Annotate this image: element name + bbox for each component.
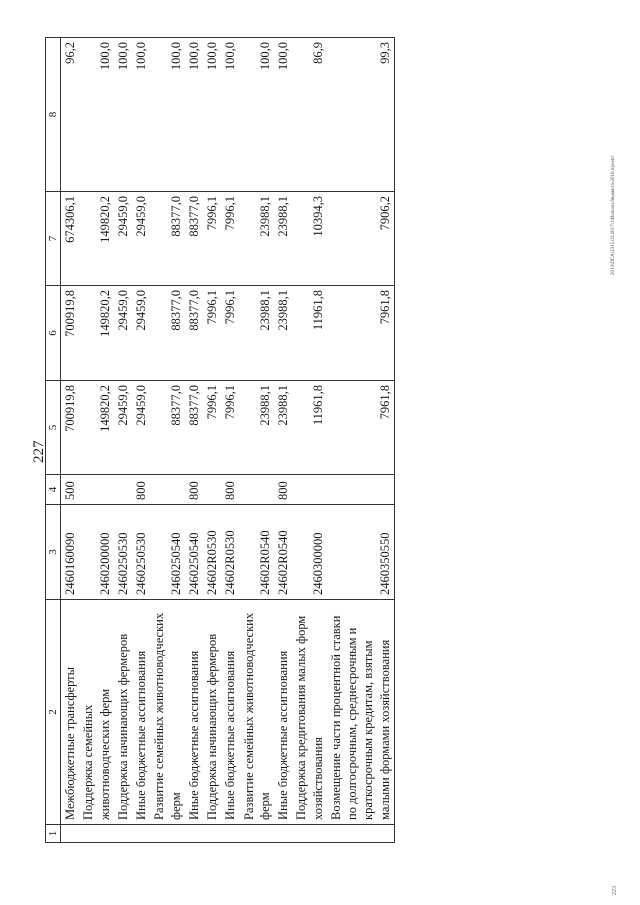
row-refined-plan-cell: 149820,2 — [79, 286, 114, 381]
row-percent-cell: 100,0 — [274, 38, 292, 192]
row-percent-cell: 100,0 — [185, 38, 203, 192]
row-refined-plan-cell: 7996,1 — [203, 286, 221, 381]
row-plan-cell: 88377,0 — [185, 381, 203, 475]
row-number-cell — [150, 825, 185, 843]
row-code-cell: 2460250540 — [150, 505, 185, 600]
row-number-cell — [203, 825, 221, 843]
row-name-cell: Развитие семейных животноводческих ферм — [240, 600, 275, 825]
row-refined-plan-cell: 11961,8 — [292, 286, 327, 381]
row-number-cell — [274, 825, 292, 843]
row-plan-cell: 23988,1 — [240, 381, 275, 475]
row-actual-cell: 7906,2 — [327, 192, 395, 286]
table-row — [240, 38, 275, 843]
column-header: 8 — [46, 38, 61, 192]
table-row — [203, 38, 221, 843]
row-actual-cell: 23988,1 — [274, 192, 292, 286]
row-code-cell: 2460160090 — [61, 505, 80, 600]
row-code-cell: 2460300000 — [292, 505, 327, 600]
row-refined-plan-cell: 700919,8 — [61, 286, 80, 381]
row-plan-cell: 7996,1 — [221, 381, 239, 475]
row-percent-cell: 99,3 — [327, 38, 395, 192]
table-body — [61, 38, 395, 843]
row-percent-cell: 100,0 — [240, 38, 275, 192]
row-percent-cell: 96,2 — [61, 38, 80, 192]
row-code-cell: 24602R0530 — [203, 505, 221, 600]
row-refined-plan-cell: 29459,0 — [114, 286, 132, 381]
table-row — [132, 38, 150, 843]
row-actual-cell: 7996,1 — [221, 192, 239, 286]
column-header: 4 — [46, 475, 61, 505]
table-row — [79, 38, 114, 843]
row-type-cell — [327, 475, 395, 505]
row-percent-cell: 100,0 — [221, 38, 239, 192]
row-actual-cell: 674306,1 — [61, 192, 80, 286]
row-actual-cell: 29459,0 — [114, 192, 132, 286]
row-refined-plan-cell: 88377,0 — [185, 286, 203, 381]
row-type-cell: 800 — [132, 475, 150, 505]
row-number-cell — [132, 825, 150, 843]
table-row — [150, 38, 185, 843]
row-number-cell — [327, 825, 395, 843]
column-header: 5 — [46, 381, 61, 475]
page-number: 227 — [31, 440, 47, 463]
row-code-cell: 24602R0540 — [274, 505, 292, 600]
row-actual-cell: 10394,3 — [292, 192, 327, 286]
row-name-cell: Поддержка начинающих фермеров — [114, 600, 132, 825]
row-refined-plan-cell: 88377,0 — [150, 286, 185, 381]
row-percent-cell: 100,0 — [114, 38, 132, 192]
row-percent-cell: 100,0 — [79, 38, 114, 192]
row-actual-cell: 88377,0 — [185, 192, 203, 286]
row-code-cell: 24602R0540 — [240, 505, 275, 600]
row-actual-cell: 29459,0 — [132, 192, 150, 286]
row-number-cell — [61, 825, 80, 843]
row-number-cell — [79, 825, 114, 843]
row-actual-cell: 88377,0 — [150, 192, 185, 286]
row-type-cell: 800 — [274, 475, 292, 505]
table-row — [274, 38, 292, 843]
column-header: 3 — [46, 505, 61, 600]
row-number-cell — [292, 825, 327, 843]
row-plan-cell: 11961,8 — [292, 381, 327, 475]
table-row — [114, 38, 132, 843]
table-row — [292, 38, 327, 843]
row-name-cell: Межбюджетные трансферты — [61, 600, 80, 825]
column-header: 7 — [46, 192, 61, 286]
row-refined-plan-cell: 7996,1 — [221, 286, 239, 381]
row-code-cell: 2460250530 — [114, 505, 132, 600]
row-code-cell: 2460250540 — [185, 505, 203, 600]
row-percent-cell: 86,9 — [292, 38, 327, 192]
table-row — [221, 38, 239, 843]
row-percent-cell: 100,0 — [150, 38, 185, 192]
row-refined-plan-cell: 29459,0 — [132, 286, 150, 381]
row-name-cell: Иные бюджетные ассигнования — [221, 600, 239, 825]
row-name-cell: Иные бюджетные ассигнования — [132, 600, 150, 825]
row-name-cell: Поддержка кредитования малых форм хозяйствования — [292, 600, 327, 825]
row-name-cell: Возмещение части процентной ставки по долгосрочным, среднесрочным и краткосрочным кредитам, взятым малыми формами хозяйствования — [327, 600, 395, 825]
table-row — [61, 38, 80, 843]
row-type-cell — [79, 475, 114, 505]
row-name-cell: Поддержка начинающих фермеров — [203, 600, 221, 825]
corner-mark: 223 — [612, 886, 618, 895]
row-type-cell: 800 — [221, 475, 239, 505]
table-row — [327, 38, 395, 843]
row-type-cell — [292, 475, 327, 505]
column-header: 2 — [46, 600, 61, 825]
row-number-cell — [114, 825, 132, 843]
row-refined-plan-cell: 7961,8 — [327, 286, 395, 381]
row-code-cell: 24602R0530 — [221, 505, 239, 600]
footer-text: 2013\ПСА\2315.03.2017\1\Исполн.бюджета-2016.проект — [611, 155, 616, 275]
table-row — [185, 38, 203, 843]
row-name-cell: Иные бюджетные ассигнования — [274, 600, 292, 825]
budget-table — [45, 37, 395, 843]
column-header: 6 — [46, 286, 61, 381]
row-type-cell — [240, 475, 275, 505]
row-plan-cell: 29459,0 — [114, 381, 132, 475]
row-name-cell: Иные бюджетные ассигнования — [185, 600, 203, 825]
row-code-cell: 2460200000 — [79, 505, 114, 600]
row-percent-cell: 100,0 — [132, 38, 150, 192]
row-name-cell: Развитие семейных животноводческих ферм — [150, 600, 185, 825]
row-number-cell — [240, 825, 275, 843]
row-type-cell — [114, 475, 132, 505]
row-plan-cell: 149820,2 — [79, 381, 114, 475]
row-code-cell: 2460350550 — [327, 505, 395, 600]
row-number-cell — [185, 825, 203, 843]
row-type-cell — [150, 475, 185, 505]
header-row — [46, 38, 61, 843]
row-plan-cell: 7996,1 — [203, 381, 221, 475]
row-number-cell — [221, 825, 239, 843]
row-percent-cell: 100,0 — [203, 38, 221, 192]
row-type-cell: 800 — [185, 475, 203, 505]
row-code-cell: 2460250530 — [132, 505, 150, 600]
row-plan-cell: 700919,8 — [61, 381, 80, 475]
row-refined-plan-cell: 23988,1 — [240, 286, 275, 381]
row-plan-cell: 88377,0 — [150, 381, 185, 475]
row-actual-cell: 23988,1 — [240, 192, 275, 286]
row-name-cell: Поддержка семейных животноводческих ферм — [79, 600, 114, 825]
row-actual-cell: 7996,1 — [203, 192, 221, 286]
row-plan-cell: 29459,0 — [132, 381, 150, 475]
row-actual-cell: 149820,2 — [79, 192, 114, 286]
row-plan-cell: 7961,8 — [327, 381, 395, 475]
row-type-cell — [203, 475, 221, 505]
row-type-cell: 500 — [61, 475, 80, 505]
column-header: 1 — [46, 825, 61, 843]
row-refined-plan-cell: 23988,1 — [274, 286, 292, 381]
row-plan-cell: 23988,1 — [274, 381, 292, 475]
